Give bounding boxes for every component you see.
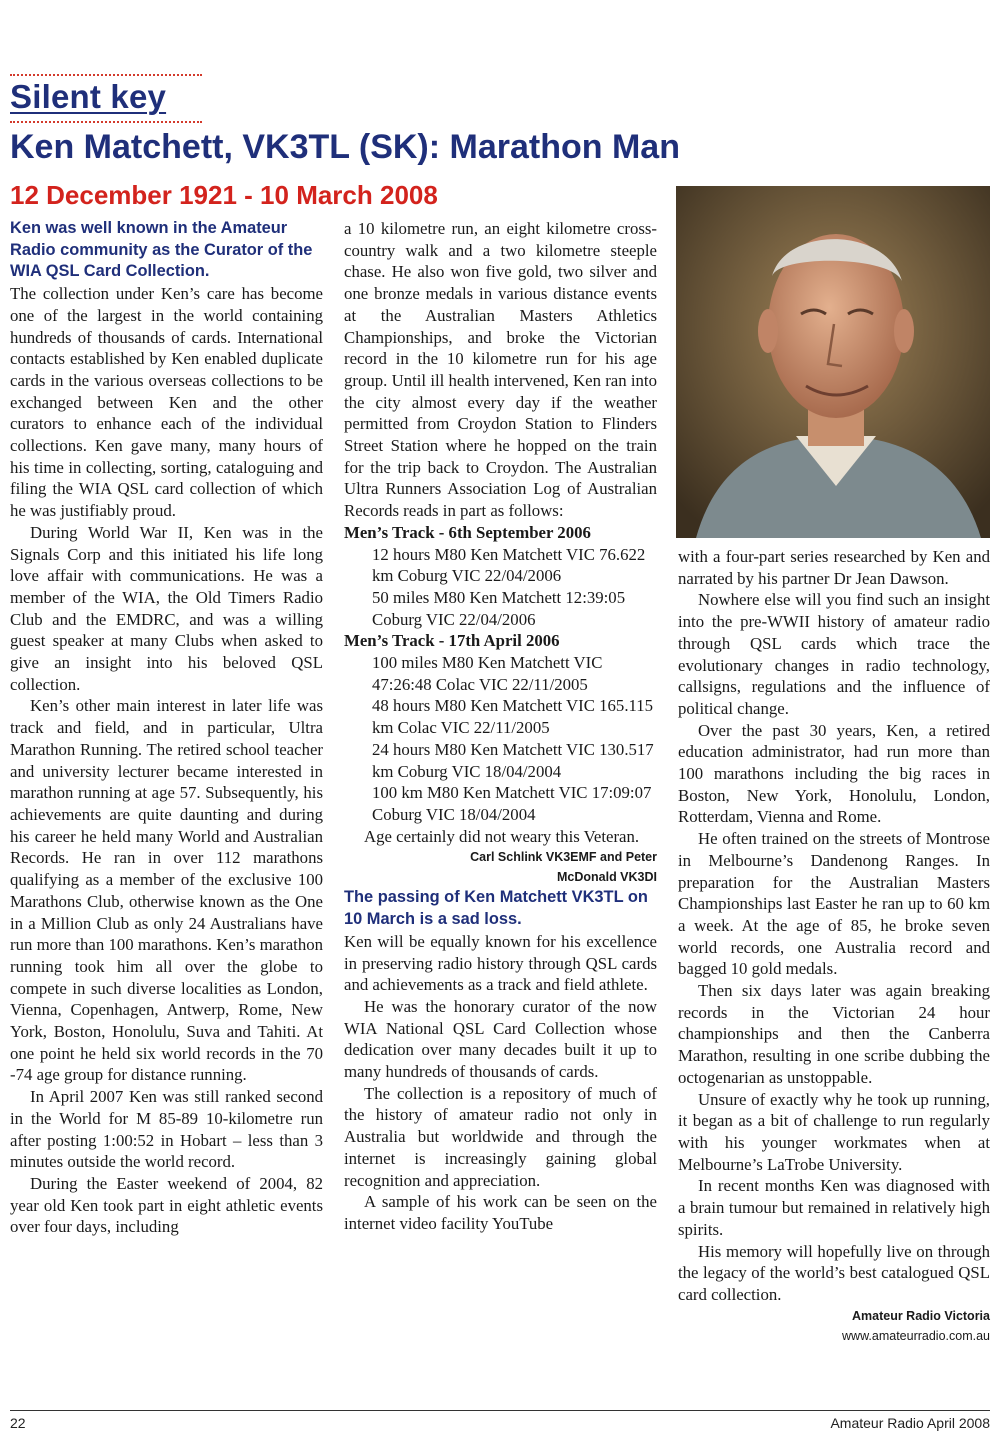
body-paragraph: Nowhere else will you find such an insight into the pre-WWII history of amateur radio through QSL cards which trace the evolutionary changes in radio technology, callsigns, regulations and the influence of political change.	[678, 590, 990, 718]
body-paragraph: Then six days later was again breaking records in the Victorian 24 hour championships and then the Canberra Marathon, resulting in one scribe dubbing the octogenarian as unstoppable.	[678, 981, 990, 1087]
source-url[interactable]: www.amateurradio.com.au	[842, 1328, 990, 1343]
intro-lead: Ken was well known in the Amateur Radio community as the Curator of the WIA QSL Card Collection.	[10, 219, 313, 281]
body-paragraph: The collection is a repository of much of the history of amateur radio not only in Australia but worldwide and through the internet is increasingly gaining global recognition and appreciation.	[344, 1083, 657, 1190]
record-entry: 48 hours M80 Ken Matchett VIC 165.115 km Colac VIC 22/11/2005	[372, 696, 654, 738]
record-entry: 12 hours M80 Ken Matchett VIC 76.622 km Coburg VIC 22/04/2006	[372, 544, 646, 586]
section-rule-bottom	[10, 121, 202, 123]
source-credit: Amateur Radio Victoria	[851, 1308, 990, 1323]
body-paragraph: Ken’s other main interest in later life was track and field, and in particular, Ultra Marathon Running. The retired school teacher and university lecturer became interested in marathon running at age 57. Subsequently, his achievements are quite daunting and during his career he held many World and Australian Records. He ran in over 112 marathons qualifying as a member of the exclusive 100 Marathons Club, otherwise known as the One in a Million Club as only 24 Australians have run more than 100 marathons. Ken’s marathon running took him all over the globe to compete in such diverse localities as London, Vienna, Copenhagen, Antwerp, Rome, New York, Boston, Honolulu, Suva and Tahiti. At one point he held six world records in the 70 -74 age group for distance running.	[10, 696, 323, 1085]
records-heading: Men’s Track - 6th September 2006	[344, 522, 591, 542]
publication-name: Amateur Radio April 2008	[830, 1415, 990, 1431]
footer-rule	[10, 1410, 990, 1411]
body-paragraph: During the Easter weekend of 2004, 82 year old Ken took part in eight athletic events over four days, including	[10, 1173, 323, 1237]
subsection-lead: The passing of Ken Matchett VK3TL on 10 March is a sad loss.	[344, 888, 648, 929]
body-paragraph: His memory will hopefully live on through the legacy of the world’s best catalogued QSL card collection.	[678, 1241, 990, 1304]
records-heading: Men’s Track - 17th April 2006	[344, 631, 560, 651]
author-credit: Carl Schlink VK3EMF and Peter	[470, 850, 657, 865]
record-entry: 50 miles M80 Ken Matchett 12:39:05 Coburg VIC 22/04/2006	[372, 587, 626, 629]
body-paragraph: Age certainly did not weary this Veteran.	[364, 826, 640, 846]
page-number: 22	[10, 1415, 26, 1431]
body-paragraph: In recent months Ken was diagnosed with a brain tumour but remained in relatively high spirits.	[678, 1176, 990, 1239]
body-paragraph: Unsure of exactly why he took up running, it began as a bit of challenge to run regularly with his younger workmates when at Melbourne’s LaTrobe University.	[678, 1089, 990, 1174]
body-paragraph: In April 2007 Ken was still ranked second in the World for M 85-89 10-kilometre run after posting 1:00:52 in Hobart – less than 3 minutes outside the world record.	[10, 1087, 323, 1172]
body-paragraph: a 10 kilometre run, an eight kilometre cross-country walk and a two kilometre steeple chase. He also won five gold, two silver and one bronze medals in various distance events at the Australian Masters Athletics Championships, and broke the Victorian record in the 10 kilometre run for his age group. Until ill health intervened, Ken ran into the city almost every day if the weather permitted from Croydon Station to Flinders Street Station where he hopped on the train for the trip back to Croydon. The Australian Ultra Runners Association Log of Australian Records reads in part as follows:	[344, 219, 657, 521]
record-entry: 24 hours M80 Ken Matchett VIC 130.517 km Coburg VIC 18/04/2004	[372, 739, 654, 781]
record-entry: 100 km M80 Ken Matchett VIC 17:09:07 Coburg VIC 18/04/2004	[372, 783, 652, 824]
body-paragraph: During World War II, Ken was in the Signals Corp and this initiated his life long love affair with communications. He was a member of the WIA, the Old Timers Radio Club and the EMDRC, and was a willing guest speaker at many Clubs when asked to give an insight into his beloved QSL collection.	[10, 522, 323, 694]
section-label: Silent key	[10, 78, 167, 115]
body-paragraph: Ken will be equally known for his excellence in preserving radio history through QSL cards and achievements as a track and field athlete.	[344, 931, 657, 995]
body-paragraph: Over the past 30 years, Ken, a retired education administrator, had run more than 100 marathons including the big races in Boston, New York, Honolulu, London, Rotterdam, Vienna and Rome.	[678, 720, 990, 827]
column-1	[10, 218, 323, 1238]
body-paragraph: He often trained on the streets of Montrose in Melbourne’s Dandenong Ranges. In preparation for the Australian Masters Championships last Easter he ran up to 60 km a week. At the age of 85, he broke seven world records, one Australia record and bagged 10 gold medals.	[678, 829, 990, 979]
headline: Ken Matchett, VK3TL (SK): Marathon Man	[10, 128, 680, 166]
column-2	[344, 218, 657, 1235]
portrait-illustration	[676, 186, 990, 538]
portrait-photo	[676, 186, 990, 538]
body-paragraph: with a four-part series researched by Ken and narrated by his partner Dr Jean Dawson.	[678, 547, 990, 588]
column-3	[678, 546, 990, 1346]
life-dates: 12 December 1921 - 10 March 2008	[10, 180, 438, 210]
body-paragraph: The collection under Ken’s care has become one of the largest in the world containing hundreds of thousands of cards. International contacts established by Ken enabled duplicate cards in the various overseas collections to be exchanged between Ken and the other curators to enhance each of the individual collections. Ken gave many, many hours of his time in collecting, sorting, cataloguing and filing the WIA QSL card collection of which he was justifiably proud.	[10, 284, 323, 521]
body-paragraph: A sample of his work can be seen on the internet video facility YouTube	[344, 1192, 657, 1233]
section-rule-top	[10, 74, 202, 76]
body-paragraph: He was the honorary curator of the now WIA National QSL Card Collection whose dedication over many decades built it up to many hundreds of thousands of cards.	[344, 996, 657, 1082]
author-credit: McDonald VK3DI	[556, 870, 657, 885]
record-entry: 100 miles M80 Ken Matchett VIC 47:26:48 Colac VIC 22/11/2005	[372, 653, 603, 694]
